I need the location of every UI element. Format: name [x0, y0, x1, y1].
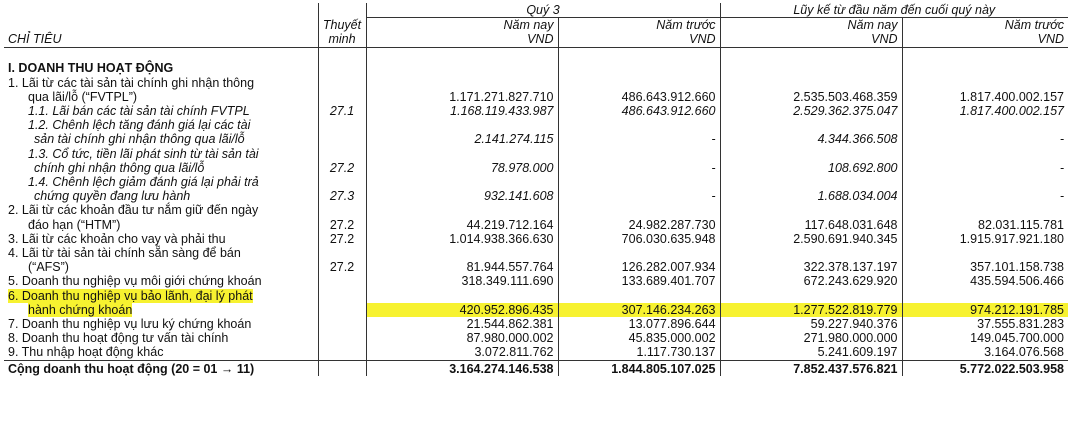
table-row: [4, 76, 1068, 90]
header-quy3: Quý 3: [366, 3, 720, 18]
row-label: 9. Thu nhập hoạt động khác: [8, 345, 164, 360]
table-row-highlighted: [4, 289, 1068, 303]
header-vnd: VND: [558, 32, 720, 47]
table-row: [4, 61, 1068, 75]
row-label: 2. Lãi từ các khoản đầu tư nắm giữ đến ngày: [8, 203, 259, 218]
header-q3-nam-truoc: Năm trước: [558, 18, 720, 33]
table-row: [4, 246, 1068, 260]
table-row: sản tài chính ghi nhận thông qua lãi/lỗ 2.141.274.115 - 4.344.366.508 -: [4, 132, 1068, 146]
row-label: 8. Doanh thu hoạt động tư vấn tài chính: [8, 331, 229, 346]
table-row: [4, 203, 1068, 217]
table-row: [4, 175, 1068, 189]
row-label: 1.1. Lãi bán các tài sản tài chính FVTPL: [28, 104, 250, 119]
header-vnd: VND: [902, 32, 1068, 47]
row-label: 1.4. Chênh lệch giảm đánh giá lại phải trả: [28, 175, 259, 190]
row-label: 1.3. Cổ tức, tiền lãi phát sinh từ tài sản tài: [28, 146, 259, 161]
table-row: (“AFS”) 27.2 81.944.557.764 126.282.007.934 322.378.137.197 357.101.158.738: [4, 260, 1068, 274]
row-label: sản tài chính ghi nhận thông qua lãi/lỗ: [34, 132, 245, 147]
table-row: 1.1. Lãi bán các tài sản tài chính FVTPL 27.1 1.168.119.433.987 486.643.912.660 2.529.362.375.047 1.817.400.002.157: [4, 104, 1068, 118]
header-chi-tieu: CHỈ TIÊU: [4, 32, 318, 47]
table-row: [4, 118, 1068, 132]
income-table: [4, 3, 1068, 376]
row-label: đáo hạn (“HTM”): [28, 217, 121, 232]
table-row: chứng quyền đang lưu hành 27.3 932.141.608 - 1.688.034.004 -: [4, 189, 1068, 203]
row-label: qua lãi/lỗ (“FVTPL”): [28, 89, 138, 104]
header-luyke: Lũy kế từ đầu năm đến cuối quý này: [720, 3, 1068, 18]
table-row: đáo hạn (“HTM”) 27.2 44.219.712.164 24.982.287.730 117.648.031.648 82.031.115.781: [4, 218, 1068, 232]
table-row: [4, 147, 1068, 161]
row-label: (“AFS”): [28, 260, 69, 275]
row-label: 1. Lãi từ các tài sản tài chính ghi nhận thông: [8, 75, 255, 90]
header-lk-nam-nay: Năm nay: [720, 18, 902, 33]
row-label: 7. Doanh thu nghiệp vụ lưu ký chứng khoán: [8, 317, 252, 332]
header-minh: minh: [318, 32, 366, 47]
row-label: I. DOANH THU HOẠT ĐỘNG: [8, 61, 174, 76]
table-total-row: Cộng doanh thu hoạt động (20 = 01 → 11) 3.164.274.146.538 1.844.805.107.025 7.852.437.576.821 5.772.022.503.958: [4, 360, 1068, 376]
table-row: chính ghi nhận thông qua lãi/lỗ 27.2 78.978.000 - 108.692.800 -: [4, 161, 1068, 175]
row-label: 1.2. Chênh lệch tăng đánh giá lại các tài: [28, 118, 251, 133]
header-q3-nam-nay: Năm nay: [366, 18, 558, 33]
row-label: 5. Doanh thu nghiệp vụ môi giới chứng khoán: [8, 274, 262, 289]
table-row: 5. Doanh thu nghiệp vụ môi giới chứng khoán 318.349.111.690 133.689.401.707 672.243.629.920 435.594.506.466: [4, 274, 1068, 288]
table-row: qua lãi/lỗ (“FVTPL”) 1.171.271.827.710 486.643.912.660 2.535.503.468.359 1.817.400.002.157: [4, 90, 1068, 104]
table-row: 9. Thu nhập hoạt động khác 3.072.811.762 1.117.730.137 5.241.609.197 3.164.076.568: [4, 345, 1068, 360]
header-lk-nam-truoc: Năm trước: [902, 18, 1068, 33]
header-vnd: VND: [366, 32, 558, 47]
row-label: hành chứng khoán: [28, 302, 133, 317]
row-label: 3. Lãi từ các khoản cho vay và phải thu: [8, 231, 226, 246]
header-vnd: VND: [720, 32, 902, 47]
header-thuyet: Thuyết: [318, 18, 366, 33]
table-row: 3. Lãi từ các khoản cho vay và phải thu 27.2 1.014.938.366.630 706.030.635.948 2.590.691.940.345 1.915.917.921.180: [4, 232, 1068, 246]
table-row: 8. Doanh thu hoạt động tư vấn tài chính 87.980.000.002 45.835.000.002 271.980.000.000 149.045.700.000: [4, 331, 1068, 345]
row-label: chứng quyền đang lưu hành: [34, 189, 191, 204]
row-label: 4. Lãi từ tài sản tài chính sẵn sàng để bán: [8, 246, 241, 261]
total-label: Cộng doanh thu hoạt động (20 = 01 → 11): [4, 360, 318, 376]
table-row-highlighted: hành chứng khoán 420.952.896.435 307.146.234.263 1.277.522.819.779 974.212.191.785: [4, 303, 1068, 317]
row-label: chính ghi nhận thông qua lãi/lỗ: [34, 160, 205, 175]
row-label: 6. Doanh thu nghiệp vụ bảo lãnh, đại lý phát: [8, 288, 253, 303]
table-row: 7. Doanh thu nghiệp vụ lưu ký chứng khoán 21.544.862.381 13.077.896.644 59.227.940.376 37.555.831.283: [4, 317, 1068, 331]
